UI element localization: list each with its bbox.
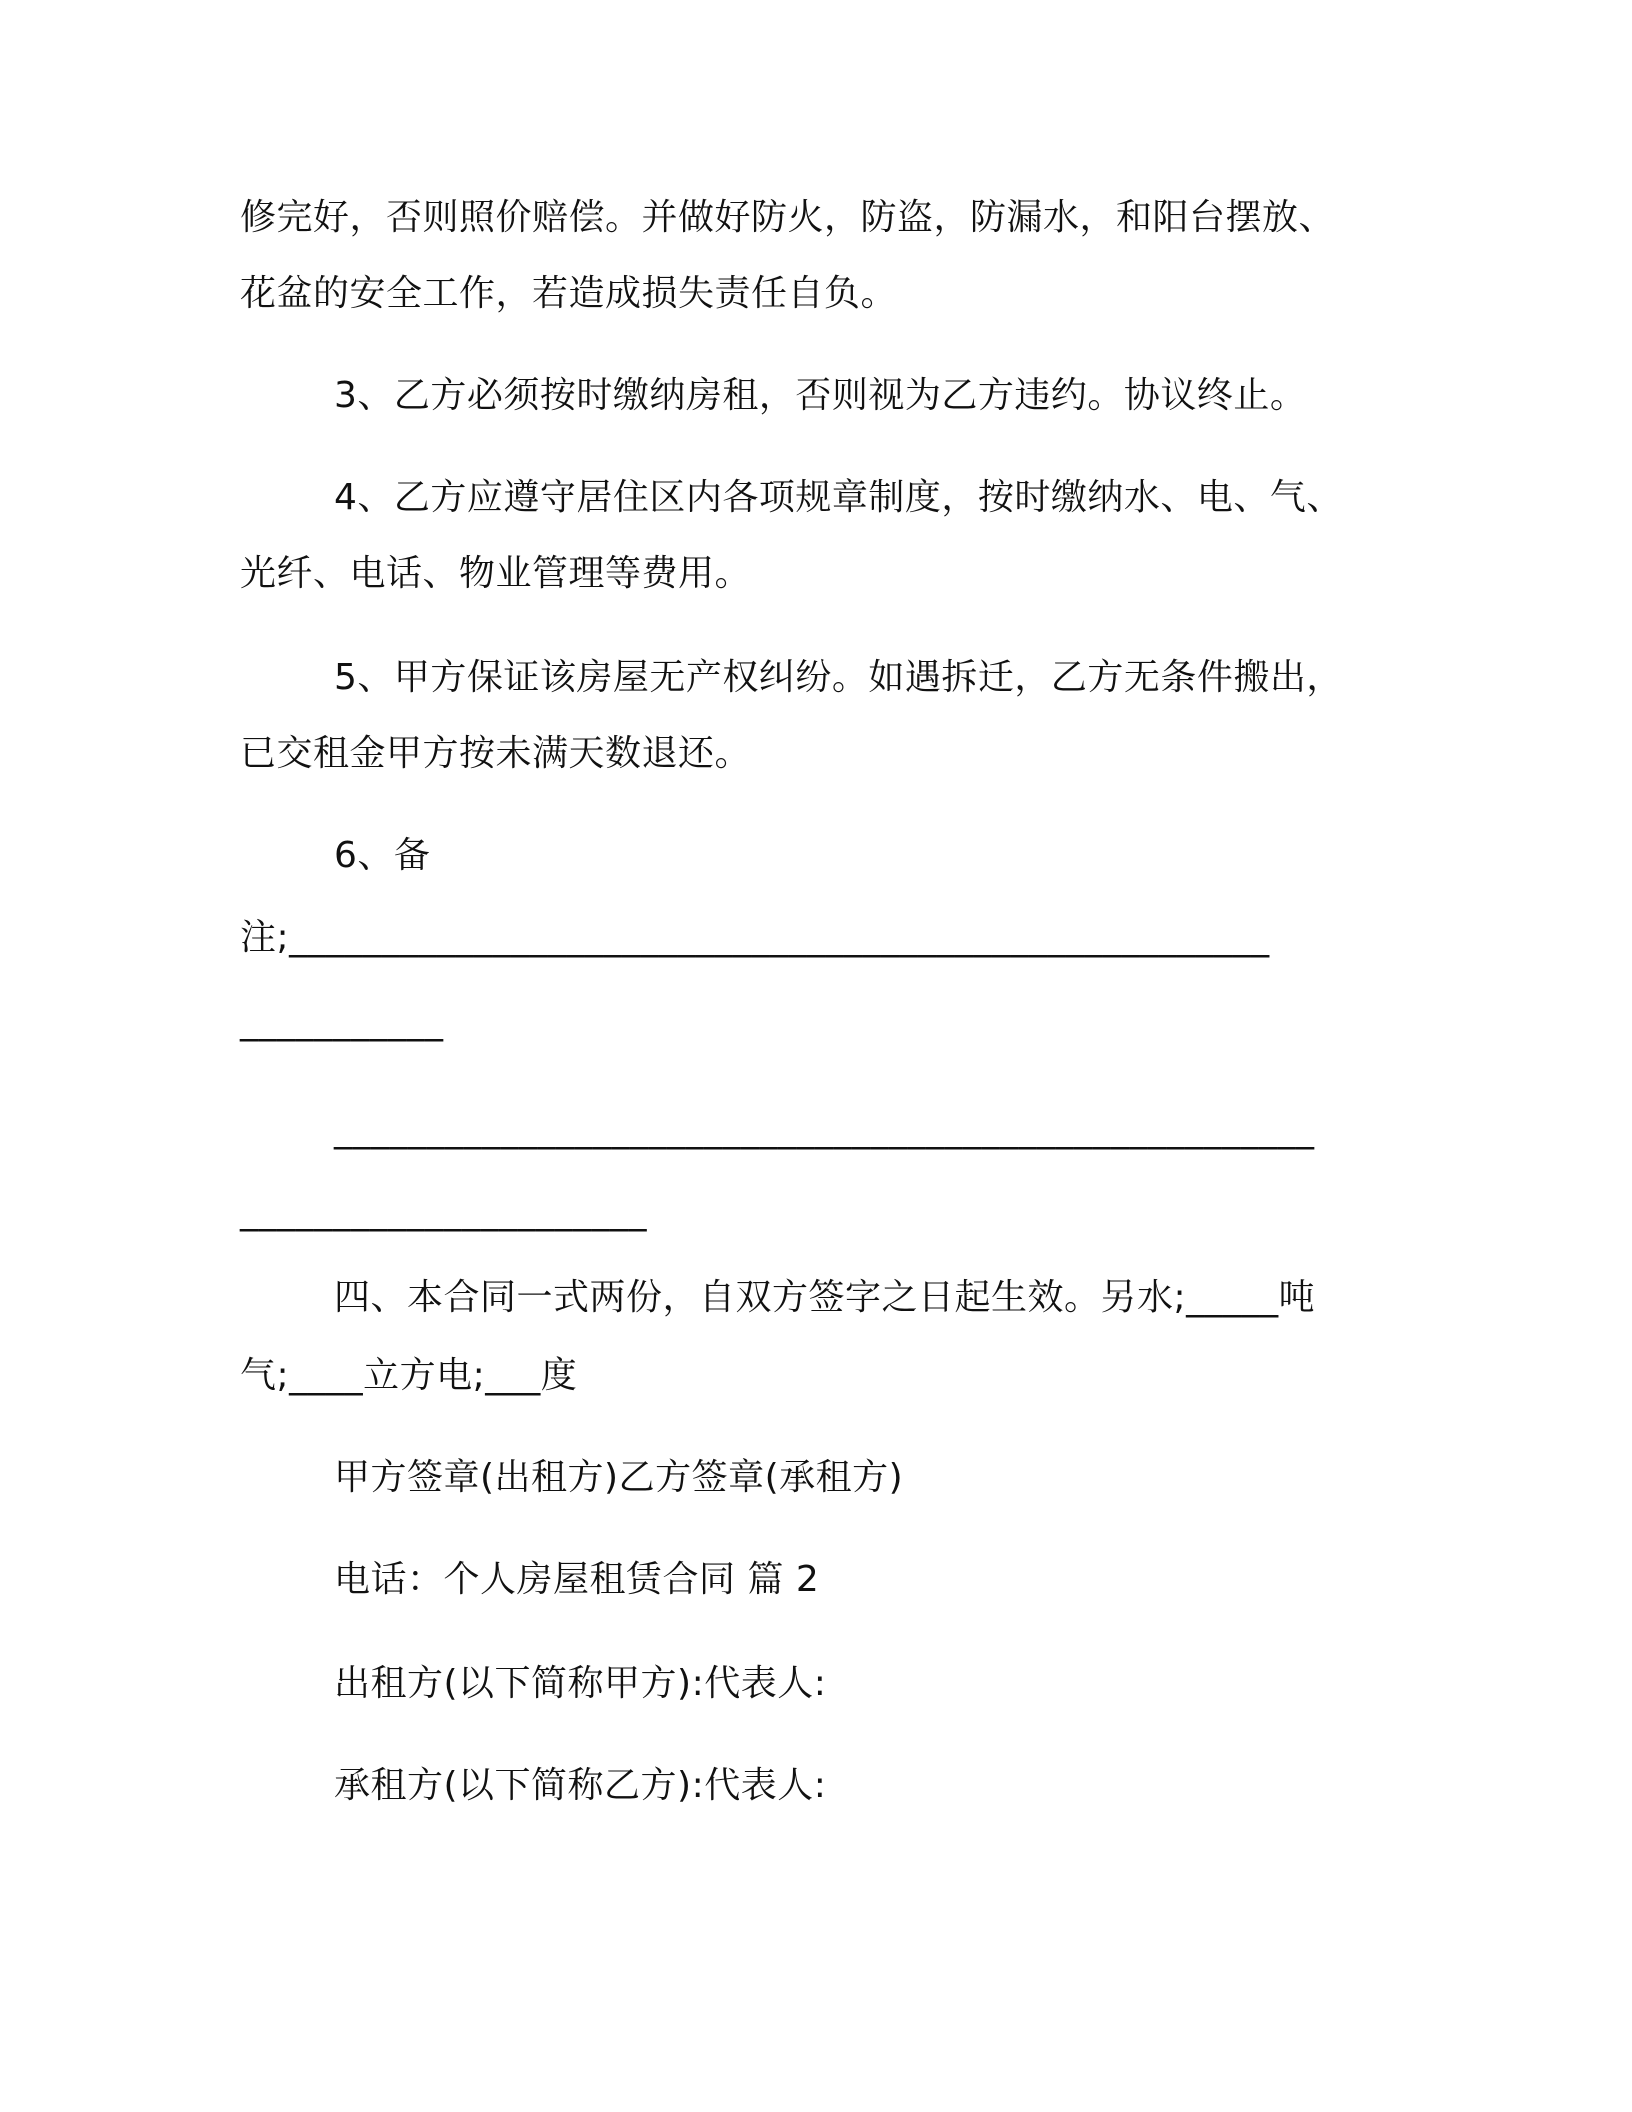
text-line: 已交租金甲方按未满天数退还。 (240, 733, 752, 774)
phone-title-line: 电话：个人房屋租赁合同 篇 2 (334, 1559, 820, 1600)
clause-3: 3、乙方必须按时缴纳房租，否则视为乙方违约。协议终止。 (334, 375, 1307, 416)
remarks-field: 注;_____________________________________________________ (240, 917, 1270, 958)
section-4: 四、本合同一式两份，自双方签字之日起生效。另水;_____吨 (334, 1277, 1316, 1318)
lessor-line: 出租方(以下简称甲方):代表人: (334, 1663, 827, 1704)
blank-line: ______________________ (240, 1191, 647, 1232)
text-line: 修完好，否则照价赔偿。并做好防火，防盗，防漏水，和阳台摆放、 (240, 197, 1336, 238)
lessee-line: 承租方(以下简称乙方):代表人: (334, 1765, 827, 1806)
text-line: 花盆的安全工作，若造成损失责任自负。 (240, 273, 898, 314)
text-line: 气;____立方电;___度 (240, 1355, 578, 1396)
clause-5: 5、甲方保证该房屋无产权纠纷。如遇拆迁，乙方无条件搬出， (334, 657, 1343, 698)
blank-line: ___________ (240, 1001, 444, 1042)
clause-4: 4、乙方应遵守居住区内各项规章制度，按时缴纳水、电、气、 (334, 477, 1343, 518)
clause-6: 6、备 (334, 835, 431, 876)
text-line: 光纤、电话、物业管理等费用。 (240, 553, 752, 594)
signature-line: 甲方签章(出租方)乙方签章(承租方) (334, 1457, 904, 1498)
blank-line: _____________________________________________________ (334, 1109, 1315, 1150)
